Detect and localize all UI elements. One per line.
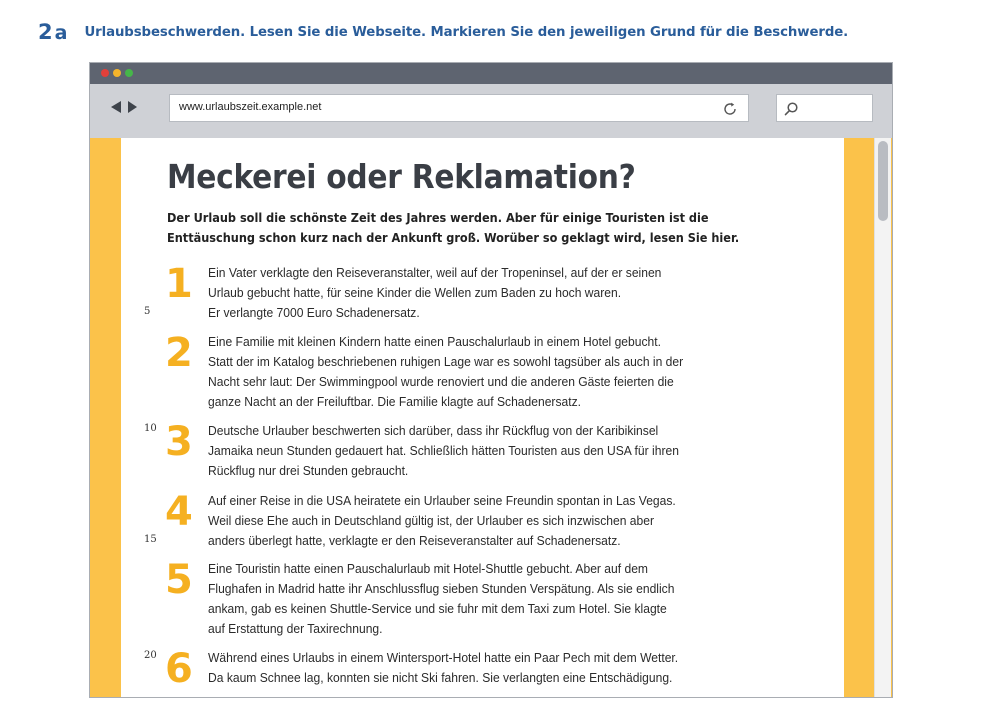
browser-toolbar [90, 84, 892, 138]
web-page [121, 138, 844, 698]
entry-line: Während eines Urlaubs in einem Wintersport-Hotel hatte ein Paar Pech mit dem Wetter. [208, 650, 679, 665]
entry-line: Da kaum Schnee lag, konnten sie nicht Ski fahren. Sie verlangten eine Entschädigung. [208, 670, 673, 685]
entry-line: anders überlegt hatte, verklagte er den Reiseveranstalter auf Schadenersatz. [208, 533, 621, 548]
task-instruction: Urlaubsbeschwerden. Lesen Sie die Webseite. Markieren Sie den jeweiligen Grund für die Beschwerde. [84, 24, 849, 40]
entry-line: Deutsche Urlauber beschwerten sich darüber, dass ihr Rückflug von der Karibikinsel [208, 423, 659, 438]
entry-line: ganze Nacht an der Freiluftbar. Die Familie klagte auf Schadenersatz. [208, 394, 581, 409]
entry-line: Eine Familie mit kleinen Kindern hatte einen Pauschalurlaub in einem Hotel gebucht. [208, 334, 661, 349]
entry-line: Nacht sehr laut: Der Swimmingpool wurde renoviert und die anderen Gäste feierten die [208, 374, 674, 389]
task-heading [38, 17, 848, 47]
entry-number: 2 [165, 330, 193, 376]
entry-number: 1 [165, 261, 193, 307]
page-title: Meckerei oder Reklamation? [167, 157, 636, 196]
address-bar[interactable]: www.urlaubszeit.example.net [169, 94, 749, 122]
scrollbar-thumb[interactable] [878, 141, 888, 221]
entry-number: 3 [165, 419, 193, 465]
entry-line: auf Erstattung der Taxirechnung. [208, 621, 383, 636]
vertical-scrollbar[interactable] [874, 138, 891, 698]
search-icon[interactable] [783, 101, 799, 117]
entry-line: Eine Touristin hatte einen Pauschalurlaub mit Hotel-Shuttle gebucht. Aber auf dem [208, 561, 648, 576]
entry-line: Statt der im Katalog beschriebenen ruhigen Lage war es sowohl tagsüber als auch in der [208, 354, 684, 369]
task-letter: a [54, 22, 68, 44]
entry-line: Auf einer Reise in die USA heiratete ein Urlauber seine Freundin spontan in Las Vegas. [208, 493, 676, 508]
back-arrow-icon[interactable] [111, 101, 121, 113]
entry-line: Er verlangte 7000 Euro Schadenersatz. [208, 305, 420, 320]
window-titlebar [90, 63, 892, 84]
close-window-button[interactable] [101, 69, 109, 77]
entry-line: Weil diese Ehe auch in Deutschland gültig ist, der Urlauber es sich inzwischen aber [208, 513, 655, 528]
entry-number: 6 [165, 646, 193, 692]
entry-number: 4 [165, 489, 193, 535]
line-number: 5 [144, 306, 151, 317]
entry-line: Jamaika neun Stunden gedauert hat. Schließlich hätten Touristen aus den USA für ihren [208, 443, 679, 458]
entry-line: Flughafen in Madrid hatte ihr Anschlussflug sieben Stunden Verspätung. Als sie endlich [208, 581, 675, 596]
entry-line: ankam, gab es keinen Shuttle-Service und sie fuhr mit dem Taxi zum Hotel. Sie klagte [208, 601, 667, 616]
line-number: 10 [144, 423, 157, 434]
forward-arrow-icon[interactable] [128, 101, 137, 113]
entry-number: 5 [165, 557, 193, 603]
reload-icon[interactable] [722, 101, 738, 117]
task-number: 2 [38, 20, 52, 44]
search-input[interactable] [776, 94, 873, 122]
line-number: 15 [144, 534, 157, 545]
browser-window [89, 62, 893, 698]
entry-line: Urlaub gebucht hatte, für seine Kinder die Wellen zum Baden zu hoch waren. [208, 285, 622, 300]
entry-line: Rückflug nur drei Stunden gebraucht. [208, 463, 409, 478]
article-intro: Der Urlaub soll die schönste Zeit des Jahres werden. Aber für einige Touristen ist die Enttäuschung schon kurz nach der Ankunft groß. Worüber so geklagt wird, lesen Sie hier. [167, 211, 740, 245]
minimize-window-button[interactable] [113, 69, 121, 77]
line-number: 20 [144, 650, 157, 661]
entry-line: Ein Vater verklagte den Reiseveranstalter, weil auf der Tropeninsel, auf der er seinen [208, 265, 662, 280]
maximize-window-button[interactable] [125, 69, 133, 77]
